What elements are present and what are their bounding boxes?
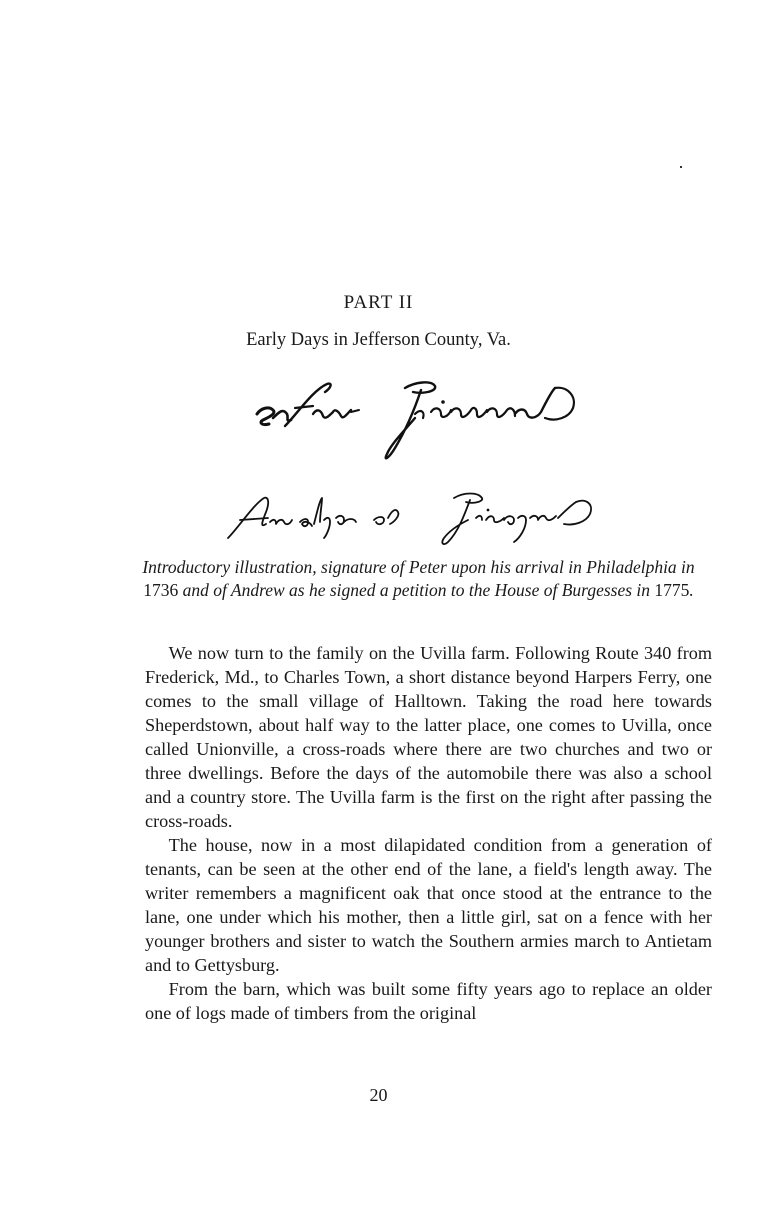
caption-year-petition: 1775 — [654, 580, 690, 600]
caption-year-arrival: 1736 — [143, 580, 179, 600]
stray-mark — [680, 166, 682, 168]
body-text — [145, 641, 712, 1025]
caption-lead: Introductory illustration, signature of Peter upon his arrival in Philadelphia in — [142, 557, 695, 577]
peter-signature-image — [255, 378, 595, 468]
caption-end: . — [689, 580, 694, 600]
andrew-signature-image — [224, 488, 604, 548]
part-title: PART II — [343, 292, 414, 313]
paragraph: We now turn to the family on the Uvilla farm. Following Route 340 from Frederick, Md., to Charles Town, a short distance beyond Harpers Ferry, one comes to the small village of Halltown. Taking the road here towards Sheperdstown, about half way to the latter place, one comes to Uvilla, once called Unionville, a cross-roads where there are two churches and two or three dwellings. Before the days of the automobile there was also a school and a country store. The Uvilla farm is the first on the right after passing the cross-roads. — [145, 643, 712, 831]
page-number: 20 — [369, 1085, 388, 1105]
paragraph: From the barn, which was built some fifty years ago to replace an older one of logs made of timbers from the original — [145, 979, 712, 1023]
part-subtitle: Early Days in Jefferson County, Va. — [246, 330, 511, 350]
illustration-caption — [140, 556, 697, 602]
paragraph: The house, now in a most dilapidated condition from a generation of tenants, can be seen at the other end of the lane, a field's length away. The writer remembers a magnificent oak that once stood at the entrance to the lane, one under which his mother, then a little girl, sat on a fence with her younger brothers and sister to watch the Southern armies march to Antietam and to Gettysburg. — [145, 835, 712, 975]
caption-middle: and of Andrew as he signed a petition to the House of Burgesses in — [178, 580, 655, 600]
